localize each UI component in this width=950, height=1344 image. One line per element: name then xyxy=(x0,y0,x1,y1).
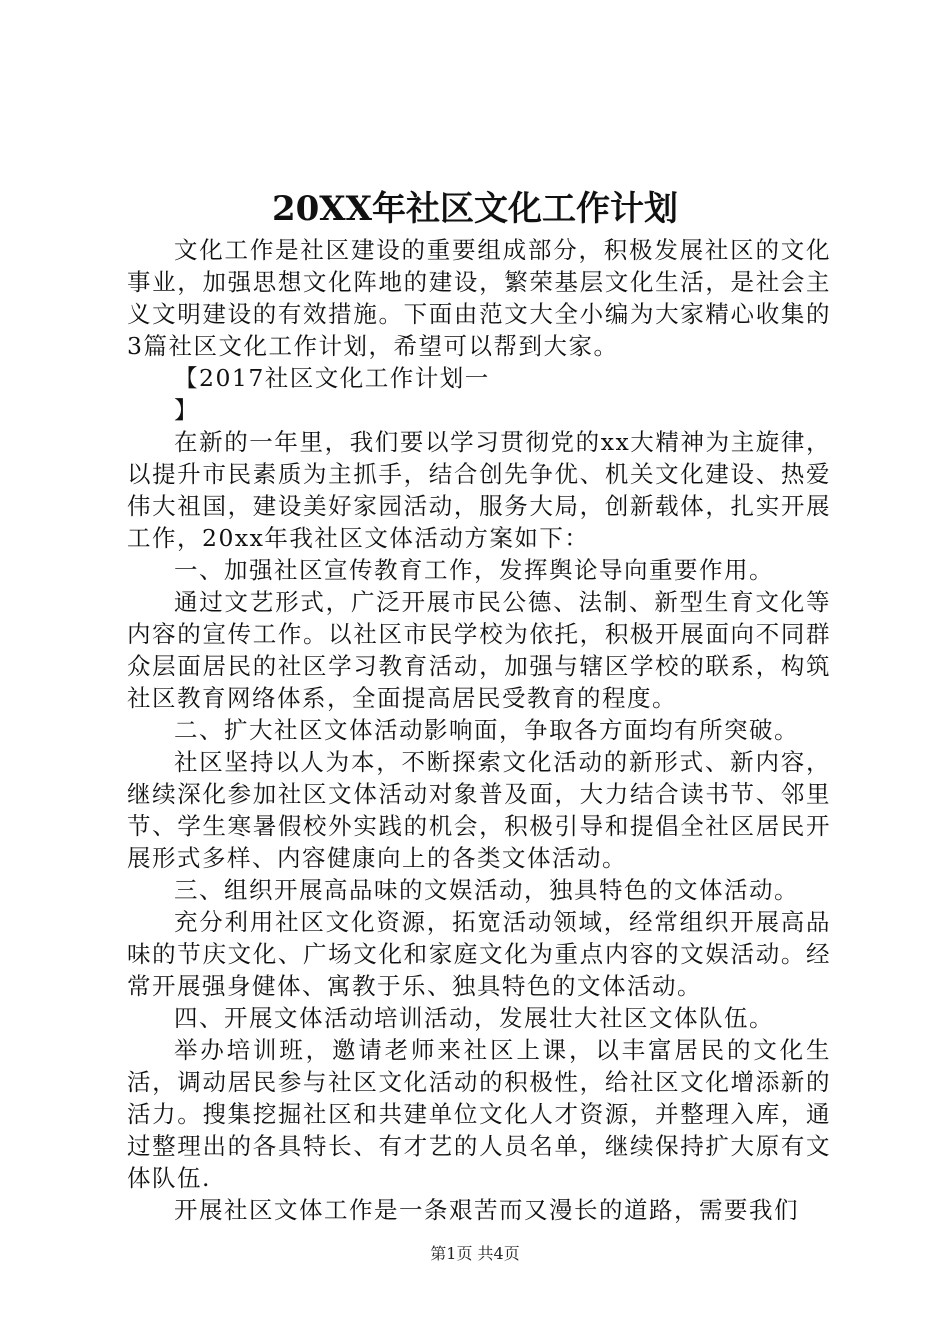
paragraph-item-one: 通过文艺形式，广泛开展市民公德、法制、新型生育文化等内容的宣传工作。以社区市民学校为依托，积极开展面向不同群众层面居民的社区学习教育活动，加强与辖区学校的联系，构筑社区教育网络体系，全面提高居民受教育的程度。 xyxy=(127,588,831,712)
item-heading-one: 一、加强社区宣传教育工作，发挥舆论导向重要作用。 xyxy=(174,556,774,584)
section-heading-closing-bracket: 】 xyxy=(174,396,199,424)
item-heading-two: 二、扩大社区文体活动影响面，争取各方面均有所突破。 xyxy=(174,716,799,744)
paragraph-item-four: 举办培训班，邀请老师来社区上课，以丰富居民的文化生活，调动居民参与社区文化活动的积极性，给社区文化增添新的活力。搜集挖掘社区和共建单位文化人才资源，并整理入库，通过整理出的各具特长、有才艺的人员名单，继续保持扩大原有文体队伍. xyxy=(127,1036,831,1192)
item-heading-three: 三、组织开展高品味的文娱活动，独具特色的文体活动。 xyxy=(174,876,799,904)
document-title: 20XX年社区文化工作计划 xyxy=(271,189,679,229)
document-body xyxy=(127,234,831,1226)
paragraph-plan-overview: 在新的一年里，我们要以学习贯彻党的xx大精神为主旋律，以提升市民素质为主抓手，结合创先争优、机关文化建设、热爱伟大祖国，建设美好家园活动，服务大局，创新载体，扎实开展工作，20xx年我社区文体活动方案如下： xyxy=(127,428,831,552)
item-heading-four: 四、开展文体活动培训活动，发展壮大社区文体队伍。 xyxy=(174,1004,774,1032)
paragraph-item-three: 充分利用社区文化资源，拓宽活动领域，经常组织开展高品味的节庆文化、广场文化和家庭文化为重点内容的文娱活动。经常开展强身健体、寓教于乐、独具特色的文体活动。 xyxy=(127,908,831,1000)
page-number: 第1页 共4页 xyxy=(430,1244,520,1263)
paragraph-item-two: 社区坚持以人为本，不断探索文化活动的新形式、新内容，继续深化参加社区文体活动对象普及面，大力结合读书节、邻里节、学生寒暑假校外实践的机会，积极引导和提倡全社区居民开展形式多样、内容健康向上的各类文体活动。 xyxy=(127,748,831,872)
section-heading-plan-one: 【2017社区文化工作计划一 xyxy=(174,364,490,392)
paragraph-intro: 文化工作是社区建设的重要组成部分，积极发展社区的文化事业，加强思想文化阵地的建设，繁荣基层文化生活，是社会主义文明建设的有效措施。下面由范文大全小编为大家精心收集的3篇社区文化工作计划，希望可以帮到大家。 xyxy=(127,236,831,360)
paragraph-closing: 开展社区文体工作是一条艰苦而又漫长的道路，需要我们 xyxy=(174,1196,799,1224)
